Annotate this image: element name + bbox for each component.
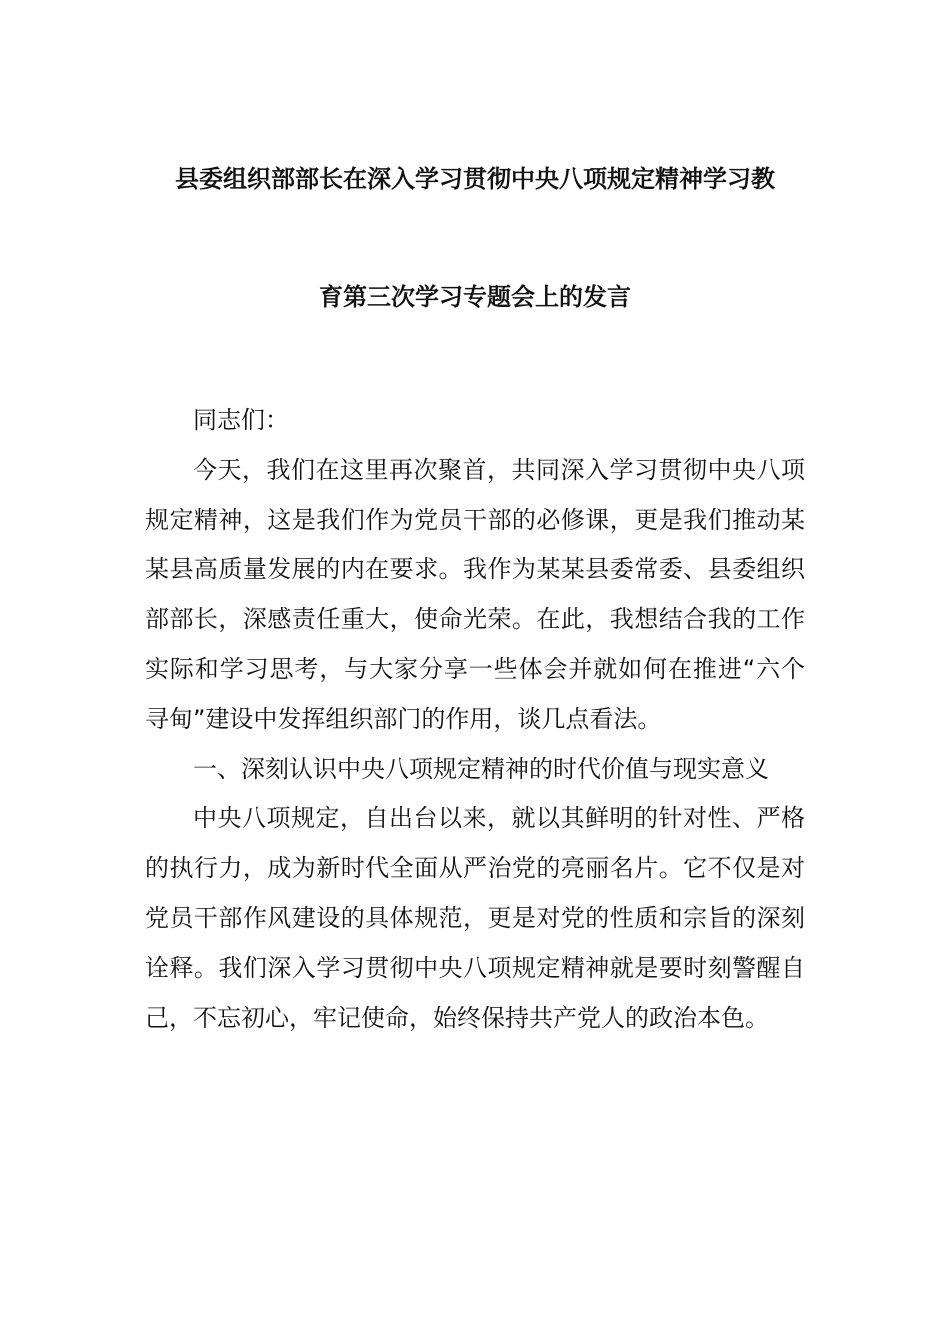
document-body (145, 396, 805, 1043)
document-title-line-2: 育第三次学习专题会上的发言 (319, 283, 631, 311)
paragraph-intro: 今天，我们在这里再次聚首，共同深入学习贯彻中央八项规定精神，这是我们作为党员干部的必修课，更是我们推动某某县高质量发展的内在要求。我作为某某县委常委、县委组织部部长，深感责任重大，使命光荣。在此，我想结合我的工作实际和学习思考，与大家分享一些体会并就如何在推进“六个寻甸”建设中发挥组织部门的作用，谈几点看法。 (145, 455, 805, 733)
section-heading-1: 一、深刻认识中央八项规定精神的时代价值与现实意义 (193, 754, 769, 783)
salutation: 同志们： (193, 406, 289, 434)
paragraph-section-1: 中央八项规定，自出台以来，就以其鲜明的针对性、严格的执行力，成为新时代全面从严治党的亮丽名片。它不仅是对党员干部作风建设的具体规范，更是对党的性质和宗旨的深刻诠释。我们深入学习贯彻中央八项规定精神就是要时刻警醒自己，不忘初心，牢记使命，始终保持共产党人的政治本色。 (145, 804, 805, 1032)
document-title-line-1: 县委组织部部长在深入学习贯彻中央八项规定精神学习教 (175, 165, 775, 193)
